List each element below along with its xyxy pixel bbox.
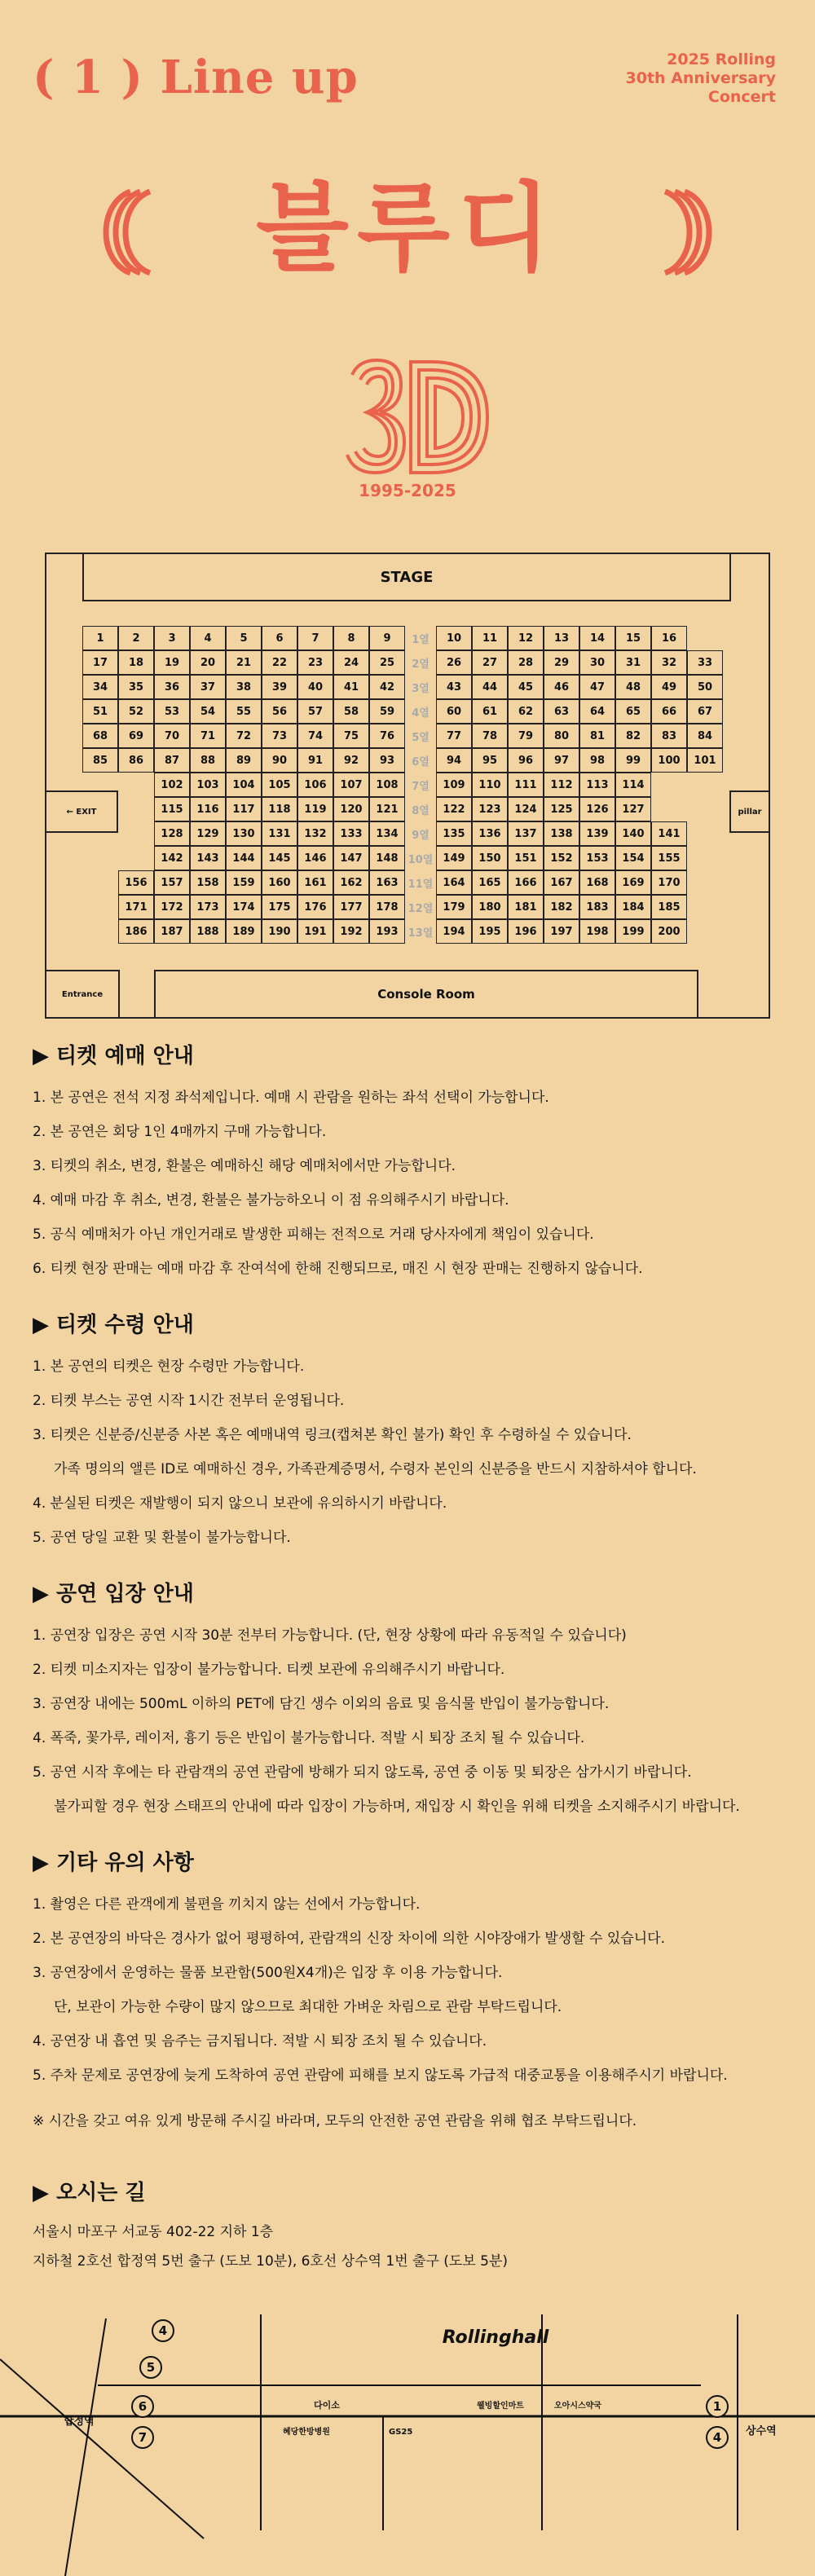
seat: 194 [436,919,472,944]
seat: 106 [297,773,333,797]
row-label: 9열 [412,829,430,842]
seat: 18 [118,650,154,675]
section-title: ▶ 공연 입장 안내 [33,1582,194,1606]
address: 서울시 마포구 서교동 402-22 지하 1층 [33,2224,274,2240]
section-ticket-pickup [33,1308,782,1555]
section-title: ▶ 오시는 길 [33,2181,146,2205]
mart-label: 웰빙할인마트 [477,2402,524,2411]
seat: 140 [615,821,651,846]
seat: 189 [226,919,262,944]
list-item: 3. 공연장에서 운영하는 물품 보관함(500원X4개)은 입장 후 이용 가능합니다. [33,1965,503,1981]
seat: 89 [226,748,262,773]
list-item: 4. 공연장 내 흡연 및 음주는 금지됩니다. 적발 시 퇴장 조치 될 수 있습니다. [33,2033,487,2050]
section-title: ▶ 티켓 예매 안내 [33,1044,194,1068]
seat: 168 [579,870,615,895]
seat: 158 [190,870,226,895]
seat: 78 [472,724,508,748]
seat: 60 [436,699,472,724]
seat: 20 [190,650,226,675]
seat: 61 [472,699,508,724]
seat: 30 [579,650,615,675]
header [0,0,815,114]
seat: 171 [118,895,154,919]
seat: 188 [190,919,226,944]
seat: 85 [82,748,118,773]
seat: 26 [436,650,472,675]
seat: 66 [651,699,687,724]
seat: 161 [297,870,333,895]
seat: 169 [615,870,651,895]
seat: 153 [579,846,615,870]
concert-title-line2: 30th Anniversary [625,69,776,87]
seat: 102 [154,773,190,797]
seat: 87 [154,748,190,773]
row-label: 13열 [408,927,434,940]
list-item: 2. 본 공연은 회당 1인 4매까지 구매 가능합니다. [33,1124,327,1140]
seat: 127 [615,797,651,821]
seat: 32 [651,650,687,675]
seat: 10 [436,626,472,650]
seat: 200 [651,919,687,944]
seat: 156 [118,870,154,895]
seat: 182 [544,895,579,919]
seat: 23 [297,650,333,675]
row-label: 11열 [408,878,434,891]
gs25-label: GS25 [389,2428,413,2437]
seat: 7 [297,626,333,650]
console-room-label: Console Room [154,970,698,1017]
seat: 148 [369,846,405,870]
seat: 57 [297,699,333,724]
seat: 96 [508,748,544,773]
seat: 132 [297,821,333,846]
seat: 93 [369,748,405,773]
seat: 183 [579,895,615,919]
seat: 97 [544,748,579,773]
seat: 151 [508,846,544,870]
seat: 157 [154,870,190,895]
seat: 150 [472,846,508,870]
seat: 77 [436,724,472,748]
seat: 164 [436,870,472,895]
seat: 1 [82,626,118,650]
exit-1-label: 1 [712,2399,722,2414]
list-item: 1. 공연장 입장은 공연 시작 30분 전부터 가능합니다. (단, 현장 상황에 따라 유동적일 수 있습니다) [33,1627,627,1644]
seat: 170 [651,870,687,895]
seat: 65 [615,699,651,724]
subway-info: 지하철 2호선 합정역 5번 출구 (도보 10분), 6호선 상수역 1번 출구 (도보 5분) [33,2253,509,2270]
seat: 56 [262,699,297,724]
seat: 43 [436,675,472,699]
seat: 199 [615,919,651,944]
sangsu-station: 상수역 [746,2425,777,2437]
pillar-label: pillar [729,790,769,833]
seat: 124 [508,797,544,821]
seat: 136 [472,821,508,846]
row-label: 8열 [412,804,430,817]
seat: 14 [579,626,615,650]
seat: 144 [226,846,262,870]
seat: 113 [579,773,615,797]
seat: 101 [687,748,723,773]
seat: 197 [544,919,579,944]
seat: 141 [651,821,687,846]
seat: 178 [369,895,405,919]
seat: 38 [226,675,262,699]
seat: 131 [262,821,297,846]
seat: 105 [262,773,297,797]
seat: 2 [118,626,154,650]
list-item: 1. 본 공연의 티켓은 현장 수령만 가능합니다. [33,1358,305,1375]
seat: 39 [262,675,297,699]
seat: 71 [190,724,226,748]
seat: 50 [687,675,723,699]
seat: 15 [615,626,651,650]
seat: 22 [262,650,297,675]
seat: 28 [508,650,544,675]
list-item: 가족 명의의 앨른 ID로 예매하신 경우, 가족관계증명서, 수령자 본인의 신분증을 반드시 지참하셔야 합니다. [54,1461,697,1477]
seat: 31 [615,650,651,675]
seat: 103 [190,773,226,797]
seat: 24 [333,650,369,675]
seat: 125 [544,797,579,821]
list-item: 3. 공연장 내에는 500mL 이하의 PET에 담긴 생수 이외의 음료 및 음식물 반입이 불가능합니다. [33,1696,610,1712]
seat: 167 [544,870,579,895]
anniversary-30-logo [342,350,497,489]
seat: 173 [190,895,226,919]
section-entry [33,1577,782,1824]
concert-title [626,51,776,107]
seat: 196 [508,919,544,944]
seat: 104 [226,773,262,797]
seat: 64 [579,699,615,724]
seat: 94 [436,748,472,773]
seat: 88 [190,748,226,773]
pharmacy-label: 오아시스약국 [554,2402,601,2411]
exit-label: ← EXIT [46,790,118,833]
seat: 99 [615,748,651,773]
list-item: 3. 티켓은 신분증/신분증 사본 혹은 예매내역 링크(캡쳐본 확인 불가) 확인 후 수령하실 수 있습니다. [33,1427,632,1443]
seat: 79 [508,724,544,748]
seat: 160 [262,870,297,895]
seat: 62 [508,699,544,724]
seat: 44 [472,675,508,699]
seat: 179 [436,895,472,919]
seat: 133 [333,821,369,846]
seat: 184 [615,895,651,919]
seat: 108 [369,773,405,797]
seat: 33 [687,650,723,675]
seat: 46 [544,675,579,699]
seat: 135 [436,821,472,846]
artist-banner [0,171,815,293]
seat: 82 [615,724,651,748]
seat: 155 [651,846,687,870]
seat: 72 [226,724,262,748]
seat: 129 [190,821,226,846]
seat: 48 [615,675,651,699]
seat: 187 [154,919,190,944]
seat: 95 [472,748,508,773]
seat: 35 [118,675,154,699]
seat: 191 [297,919,333,944]
row-label: 1열 [412,633,430,646]
seat: 112 [544,773,579,797]
seat: 34 [82,675,118,699]
list-item: 4. 폭죽, 꽃가루, 레이저, 흉기 등은 반입이 불가능합니다. 적발 시 퇴장 조치 될 수 있습니다. [33,1730,585,1746]
seat: 27 [472,650,508,675]
seat: 111 [508,773,544,797]
hospital-label: 혜당한방병원 [283,2428,330,2437]
seat: 29 [544,650,579,675]
seat: 142 [154,846,190,870]
closing-note: ※ 시간을 갖고 여유 있게 방문해 주시길 바라며, 모두의 안전한 공연 관람을 위해 협조 부탁드립니다. [33,2113,637,2129]
seat: 54 [190,699,226,724]
seat: 121 [369,797,405,821]
seat: 192 [333,919,369,944]
list-item: 4. 예매 마감 후 취소, 변경, 환불은 불가능하오니 이 점 유의해주시기 바랍니다. [33,1192,509,1209]
seat: 12 [508,626,544,650]
seat: 166 [508,870,544,895]
seat: 4 [190,626,226,650]
seat: 163 [369,870,405,895]
seat: 98 [579,748,615,773]
entrance-label: Entrance [46,970,120,1017]
seat: 90 [262,748,297,773]
row-label: 4열 [412,707,430,720]
row-label: 10열 [408,853,434,866]
list-item: 단, 보관이 가능한 수량이 많지 않으므로 최대한 가벼운 차림으로 관람 부탁드립니다. [54,1999,562,2015]
section-title: ▶ 기타 유의 사항 [33,1851,194,1875]
seat: 6 [262,626,297,650]
seat: 53 [154,699,190,724]
seat: 120 [333,797,369,821]
seat: 67 [687,699,723,724]
seat: 176 [297,895,333,919]
seat: 3 [154,626,190,650]
stage: STAGE [82,554,731,601]
seat: 152 [544,846,579,870]
seat: 84 [687,724,723,748]
seat: 37 [190,675,226,699]
seat: 75 [333,724,369,748]
seat: 109 [436,773,472,797]
seat: 76 [369,724,405,748]
seat: 190 [262,919,297,944]
concert-title-line3: Concert [707,88,776,106]
seat: 49 [651,675,687,699]
seat: 139 [579,821,615,846]
seat: 115 [154,797,190,821]
list-item: 3. 티켓의 취소, 변경, 환불은 예매하신 해당 예매처에서만 가능합니다. [33,1158,456,1174]
seat: 149 [436,846,472,870]
list-item: 4. 분실된 티켓은 재발행이 되지 않으니 보관에 유의하시기 바랍니다. [33,1495,447,1512]
seat: 180 [472,895,508,919]
seat: 74 [297,724,333,748]
seat: 122 [436,797,472,821]
list-item: 2. 티켓 부스는 공연 시작 1시간 전부터 운영됩니다. [33,1393,345,1409]
seat: 116 [190,797,226,821]
exit-4b-label: 4 [712,2430,722,2445]
seat: 17 [82,650,118,675]
years-range: 1995-2025 [359,481,456,500]
seat: 100 [651,748,687,773]
section-other-notes [33,1846,782,2138]
seat: 63 [544,699,579,724]
seat: 80 [544,724,579,748]
seat: 40 [297,675,333,699]
section-directions [33,2176,782,2276]
seat: 9 [369,626,405,650]
list-item: 5. 공식 예매처가 아닌 개인거래로 발생한 피해는 전적으로 거래 당사자에게 책임이 있습니다. [33,1226,594,1243]
seat: 59 [369,699,405,724]
seat: 123 [472,797,508,821]
seat: 91 [297,748,333,773]
seat: 13 [544,626,579,650]
seat: 181 [508,895,544,919]
seat: 5 [226,626,262,650]
list-item: 1. 본 공연은 전석 지정 좌석제입니다. 예매 시 관람을 원하는 좌석 선택이 가능합니다. [33,1090,549,1106]
row-label: 3열 [412,682,430,695]
seat: 198 [579,919,615,944]
venue-rollinghall: Rollinghall [442,2327,549,2348]
row-label: 5열 [412,731,430,744]
list-item: 5. 주차 문제로 공연장에 늦게 도착하여 공연 관람에 피해를 보지 않도록 가급적 대중교통을 이용해주시기 바랍니다. [33,2067,728,2084]
seat: 45 [508,675,544,699]
seat: 172 [154,895,190,919]
seat: 193 [369,919,405,944]
seat: 138 [544,821,579,846]
seat: 21 [226,650,262,675]
row-label: 12열 [408,902,434,915]
section-ticket-booking [33,1039,782,1286]
seat: 126 [579,797,615,821]
seat: 52 [118,699,154,724]
seat: 195 [472,919,508,944]
seat: 162 [333,870,369,895]
list-item: 2. 본 공연장의 바닥은 경사가 없어 평평하여, 관람객의 신장 차이에 의한 시야장애가 발생할 수 있습니다. [33,1931,665,1947]
seat: 134 [369,821,405,846]
list-item: 2. 티켓 미소지자는 입장이 불가능합니다. 티켓 보관에 유의해주시기 바랍니다. [33,1662,505,1678]
exit-6-label: 6 [138,2399,148,2414]
row-label: 7열 [412,780,430,793]
artist-name: 블루디 [256,172,559,284]
seat: 119 [297,797,333,821]
seat: 154 [615,846,651,870]
seat: 128 [154,821,190,846]
section-title: ▶ 티켓 수령 안내 [33,1313,194,1337]
exit-4-label: 4 [158,2323,168,2338]
seat: 42 [369,675,405,699]
seat: 68 [82,724,118,748]
list-item: 5. 공연 시작 후에는 타 관람객의 공연 관람에 방해가 되지 않도록, 공연 중 이동 및 퇴장은 삼가시기 바랍니다. [33,1764,692,1781]
seat: 16 [651,626,687,650]
seat: 107 [333,773,369,797]
seat: 41 [333,675,369,699]
seat: 130 [226,821,262,846]
seat: 143 [190,846,226,870]
seat: 147 [333,846,369,870]
seat: 11 [472,626,508,650]
list-item: 6. 티켓 현장 판매는 예매 마감 후 잔여석에 한해 진행되므로, 매진 시 현장 판매는 진행하지 않습니다. [33,1261,643,1277]
seat: 92 [333,748,369,773]
seat: 58 [333,699,369,724]
lineup-title: ( 1 ) Line up [33,51,359,104]
seat: 70 [154,724,190,748]
list-item: 불가피할 경우 현장 스태프의 안내에 따라 입장이 가능하며, 재입장 시 확인을 위해 티켓을 소지해주시기 바랍니다. [54,1799,740,1815]
seat: 86 [118,748,154,773]
seat: 36 [154,675,190,699]
seat: 51 [82,699,118,724]
seat: 25 [369,650,405,675]
exit-5-label: 5 [146,2360,156,2375]
seat: 47 [579,675,615,699]
seat: 145 [262,846,297,870]
seat: 137 [508,821,544,846]
seat: 117 [226,797,262,821]
seat: 146 [297,846,333,870]
seat: 185 [651,895,687,919]
seat: 81 [579,724,615,748]
seat: 83 [651,724,687,748]
seat: 55 [226,699,262,724]
seat: 159 [226,870,262,895]
directions-map [0,2294,815,2576]
seat: 186 [118,919,154,944]
list-item: 5. 공연 당일 교환 및 환불이 불가능합니다. [33,1530,291,1546]
right-bracket-icon [659,187,724,277]
seat: 118 [262,797,297,821]
seat: 114 [615,773,651,797]
seat: 174 [226,895,262,919]
list-item: 1. 촬영은 다른 관객에게 불편을 끼치지 않는 선에서 가능합니다. [33,1896,421,1913]
exit-7-label: 7 [138,2430,148,2445]
seat: 110 [472,773,508,797]
row-label: 2열 [412,658,430,671]
seat: 177 [333,895,369,919]
seat: 8 [333,626,369,650]
seat: 19 [154,650,190,675]
seat: 175 [262,895,297,919]
daiso-label: 다이소 [314,2400,340,2411]
seat-map [45,553,770,1019]
hapjeong-station: 합정역 [64,2415,95,2428]
seat: 165 [472,870,508,895]
row-label: 6열 [412,755,430,768]
seat: 73 [262,724,297,748]
concert-title-line1: 2025 Rolling [667,51,776,68]
seat: 69 [118,724,154,748]
